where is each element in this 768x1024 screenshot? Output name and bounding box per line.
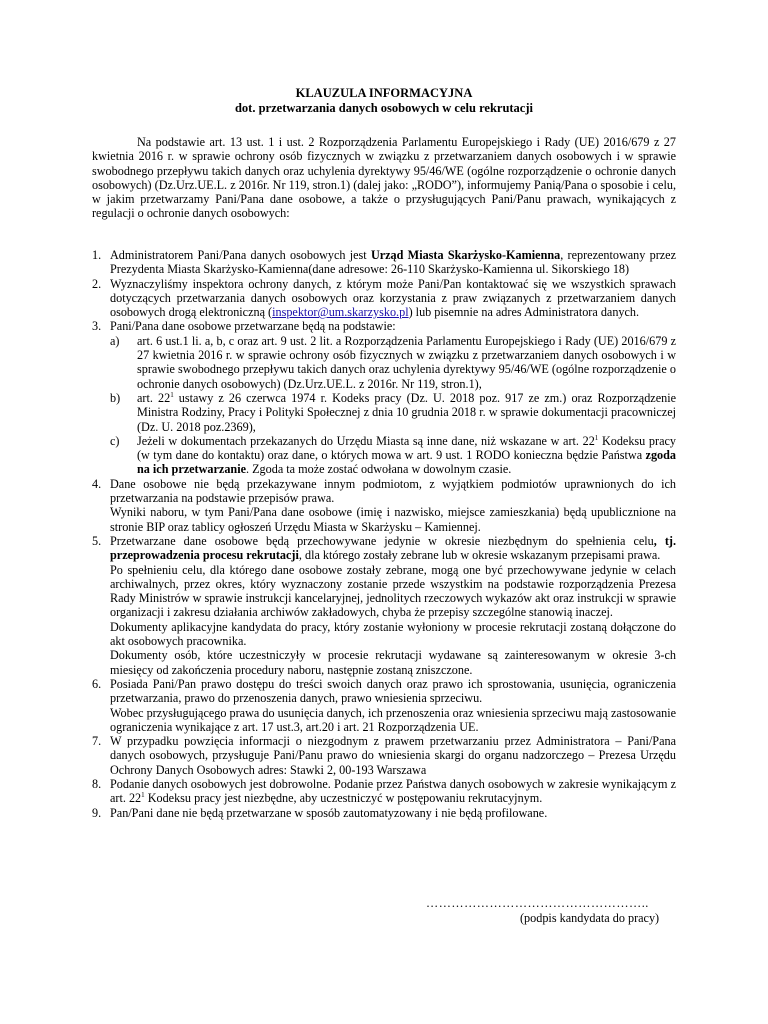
- sub-item-text: . Zgoda ta może zostać odwołana w dowolnym czasie.: [246, 462, 512, 477]
- item-number: 8.: [92, 776, 102, 791]
- item-paragraph: Dokumenty osób, które uczestniczyły w procesie rekrutacji wydawane są zainteresowanym w okresie 3-ch miesięcy od zakończenia procedury naboru, następnie zostaną zniszczone.: [110, 648, 676, 677]
- item-text: , reprezentowany przez Prezydenta Miasta Skarżysko-Kamienna(dane adresowe: 26-110 Skarżysko-Kamienna ul. Sikorskiego 18): [110, 248, 676, 277]
- superscript: 1: [594, 433, 599, 442]
- purpose-text: , tj. przeprowadzenia procesu rekrutacji: [110, 533, 677, 563]
- legal-basis-sublist: [110, 334, 676, 477]
- item-number: 1.: [92, 248, 102, 262]
- item-number: 5.: [92, 533, 102, 548]
- clause-list: [92, 248, 676, 820]
- list-item-7: [92, 734, 676, 777]
- sub-item-number: b): [110, 390, 121, 405]
- item-text: Posiada Pani/Pan prawo dostępu do treści swoich danych oraz prawo ich sprostowania, usunięcia, ograniczenia przetwarzania, prawo do przenoszenia danych, prawo wniesienia sprzeciwu.: [110, 676, 676, 706]
- item-number: 3.: [92, 319, 102, 334]
- item-text: Kodeksu pracy jest niezbędne, aby uczestniczyć w postępowaniu rekrutacyjnym.: [144, 791, 543, 806]
- list-item-8: [92, 777, 676, 806]
- superscript: 1: [141, 791, 145, 800]
- item-number: 6.: [92, 676, 102, 691]
- document-subtitle: dot. przetwarzania danych osobowych w celu rekrutacji: [234, 101, 533, 115]
- item-text: Przetwarzane dane osobowe będą przechowywane jedynie w okresie niezbędnym do spełnienia celu: [110, 533, 654, 548]
- item-number: 4.: [92, 476, 102, 491]
- sub-item-text: Kodeksu pracy (w tym dane do kontaktu) oraz dane, o których mowa w art. 9 ust. 1 RODO konieczna będzie Państwa: [137, 433, 676, 463]
- item-text: Dane osobowe nie będą przekazywane innym podmiotom, z wyjątkiem podmiotów uprawnionych do ich przetwarzania na podstawie przepisów prawa.: [110, 476, 676, 506]
- item-number: 2.: [92, 276, 102, 291]
- email-link[interactable]: inspektor@um.skarzysko.pl: [272, 305, 409, 320]
- item-text: Pan/Pani dane nie będą przetwarzane w sposób zautomatyzowany i nie będą profilowane.: [110, 805, 548, 820]
- item-text: Podanie danych osobowych jest dobrowolne. Podanie przez Państwa danych osobowych w zakresie wynikającym z art. 22: [110, 776, 676, 806]
- sub-item-text: ustawy z 26 czerwca 1974 r. Kodeks pracy (Dz. U. 2018 poz. 917 ze zm.) oraz Rozporządzenie Ministra Rodziny, Pracy i Polityki Społecznej z dnia 10 grudnia 2018 r. w sprawie dokumentacji pracowniczej (Dz. U. 2018 poz.2369),: [137, 390, 677, 434]
- list-item-1: [92, 248, 676, 277]
- sub-item-text: art. 6 ust.1 li. a, b, c oraz art. 9 ust. 2 lit. a Rozporządzenia Parlamentu Europejskiego i Rady (UE) 2016/679 z 27 kwietnia 2016 r. w sprawie ochrony osób fizycznych w związku z przetwarzaniem danych osobowych i w sprawie swobodnego przepływu takich danych oraz uchylenia dyrektywy 95/46/WE (ogólne rozporządzenie o ochronie danych osobowych) (Dz.Urz.UE.L. z 2016r. Nr 119, stron.1),: [137, 333, 676, 391]
- signature-line: ……………………………………………..: [426, 896, 649, 910]
- list-item-9: [92, 806, 676, 820]
- sub-item-number: a): [110, 333, 120, 348]
- sub-item-text: art. 22: [137, 390, 171, 405]
- item-text: Wyznaczyliśmy inspektora ochrony danych, z którym może Pani/Pan kontaktować się we wszystkich sprawach dotyczących przetwarzania danych osobowych oraz korzystania z praw związanych z przetwarzaniem danych osobowych drogą elektroniczną (: [110, 276, 676, 320]
- sub-item-b: [110, 391, 676, 434]
- item-text: Pani/Pana dane osobowe przetwarzane będą na podstawie:: [110, 319, 396, 334]
- item-text: Administratorem Pani/Pana danych osobowych jest: [110, 248, 371, 262]
- list-item-2: [92, 277, 676, 320]
- list-item-6: [92, 677, 676, 734]
- sub-item-c: [110, 434, 676, 477]
- intro-paragraph: [92, 135, 676, 221]
- item-text: ) lub pisemnie na adres Administratora danych.: [408, 305, 640, 320]
- administrator-name: Urząd Miasta Skarżysko-Kamienna: [370, 248, 561, 262]
- item-number: 7.: [92, 734, 102, 749]
- list-item-4: [92, 477, 676, 534]
- list-item-3: [92, 319, 676, 476]
- item-text: , dla którego zostały zebrane lub w okresie wskazanym przepisami prawa.: [298, 548, 661, 563]
- item-paragraph: Dokumenty aplikacyjne kandydata do pracy, który zostanie wyłoniony w procesie rekrutacji zostaną dołączone do akt osobowych pracownika.: [110, 619, 676, 649]
- item-number: 9.: [92, 805, 102, 820]
- sub-item-text: Jeżeli w dokumentach przekazanych do Urzędu Miasta są inne dane, niż wskazane w art. 22: [137, 433, 595, 448]
- intro-text: Na podstawie art. 13 ust. 1 i ust. 2 Rozporządzenia Parlamentu Europejskiego i Rady (UE) 2016/679 z 27 kwietnia 2016 r. w sprawie ochrony osób fizycznych w związku z przetwarzaniem danych osobowych i w sprawie swobodnego przepływu takich danych oraz uchylenia dyrektywy 95/46/WE (ogólne rozporządzenie o ochronie danych osobowych) (Dz.Urz.UE.L. z 2016r. Nr 119, stron.1) (dalej jako: „RODO”), informujemy Panią/Pana o sposobie i celu, w jakim przetwarzamy Pani/Pana dane osobowe, a także o przysługujących Pani/Panu prawach, wynikających z regulacji o ochronie danych osobowych:: [92, 135, 676, 221]
- superscript: 1: [170, 390, 174, 399]
- consent-text: zgoda na ich przetwarzanie: [137, 448, 676, 477]
- sub-item-number: c): [110, 433, 120, 448]
- item-paragraph: Po spełnieniu celu, dla którego dane osobowe zostały zebrane, mogą one być przechowywane jedynie w celach archiwalnych, przez okres, który wyznaczony zostanie przede wszystkim na podstawie rozporządzenia Prezesa Rady Ministrów w sprawie instrukcji kancelaryjnej, jednolitych rzeczowych wykazów akt oraz instrukcji w sprawie organizacji i zakresu działania archiwów zakładowych, chyba że przepisy szczególne stanowią inaczej.: [110, 562, 676, 620]
- item-paragraph: Wobec przysługującego prawa do usunięcia danych, ich przenoszenia oraz wniesienia sprzeciwu mają zastosowanie ograniczenia wynikające z art. 17 ust.3, art.20 i art. 21 Rozporządzenia UE.: [110, 705, 676, 734]
- signature-caption: (podpis kandydata do pracy): [520, 911, 660, 925]
- list-item-5: [92, 534, 676, 677]
- document-title: KLAUZULA INFORMACYJNA: [295, 86, 473, 100]
- sub-item-a: [110, 334, 676, 391]
- item-text: W przypadku powzięcia informacji o niezgodnym z prawem przetwarzaniu przez Administratora – Pani/Pana danych osobowych, przysługuje Pani/Panu prawo do wniesienia skargi do organu nadzorczego – Prezesa Urzędu Ochrony Danych Osobowych adres: Stawki 2, 00-193 Warszawa: [110, 734, 676, 777]
- item-paragraph: Wyniki naboru, w tym Pani/Pana dane osobowe (imię i nazwisko, miejsce zamieszkania) będą upublicznione na stronie BIP oraz tablicy ogłoszeń Urzędu Miasta w Skarżysku – Kamiennej.: [110, 505, 676, 534]
